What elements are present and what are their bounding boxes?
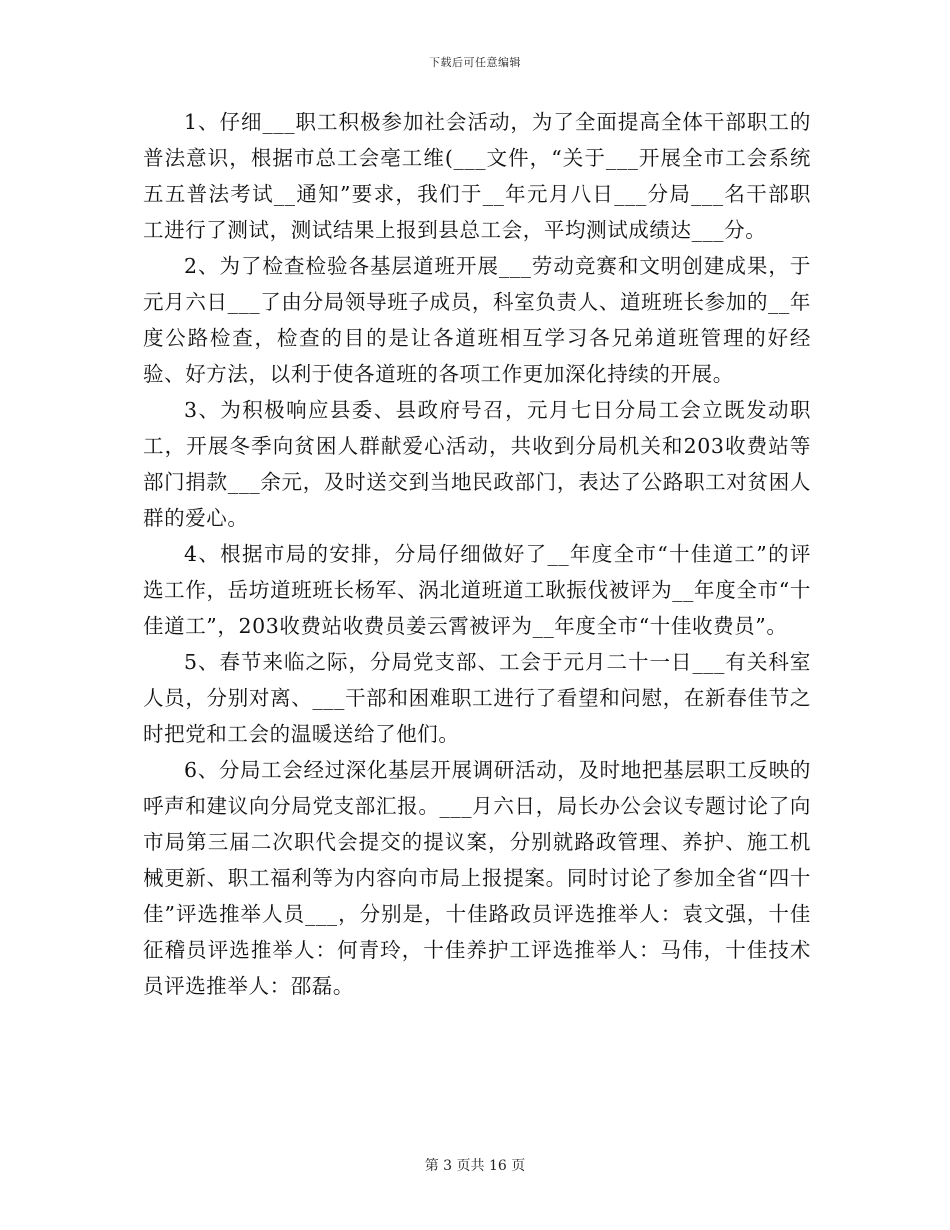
paragraph-1: 1、仔细___职工积极参加社会活动，为了全面提高全体干部职工的普法意识，根据市总工会亳工维(___文件，“关于___开展全市工会系统五五普法考试__通知”要求，我们于__年元月八日___分局___名干部职工进行了测试，测试结果上报到县总工会，平均测试成绩达___分。	[143, 110, 811, 242]
paragraph-5: 5、春节来临之际，分局党支部、工会于元月二十一日___有关科室人员，分别对离、___干部和困难职工进行了看望和问慰，在新春佳节之时把党和工会的温暖送给了他们。	[143, 650, 811, 746]
document-body	[143, 104, 811, 1004]
page-footer: 第 3 页共 16 页	[424, 1158, 526, 1174]
paragraph-4: 4、根据市局的安排，分局仔细做好了__年度全市“十佳道工”的评选工作，岳坊道班班长杨军、涡北道班道工耿振伐被评为__年度全市“十佳道工”，203收费站收费员姜云霄被评为__年度全市“十佳收费员”。	[143, 542, 811, 638]
page-header: 下载后可任意编辑	[429, 56, 521, 69]
paragraph-2: 2、为了检查检验各基层道班开展___劳动竞赛和文明创建成果，于元月六日___了由分局领导班子成员，科室负责人、道班班长参加的__年度公路检查，检查的目的是让各道班相互学习各兄弟道班管理的好经验、好方法，以利于使各道班的各项工作更加深化持续的开展。	[143, 254, 811, 386]
paragraph-3: 3、为积极响应县委、县政府号召，元月七日分局工会立既发动职工，开展冬季向贫困人群献爱心活动，共收到分局机关和203收费站等部门捐款___余元，及时送交到当地民政部门，表达了公路职工对贫困人群的爱心。	[143, 398, 811, 530]
paragraph-6: 6、分局工会经过深化基层开展调研活动，及时地把基层职工反映的呼声和建议向分局党支部汇报。___月六日，局长办公会议专题讨论了向市局第三届二次职代会提交的提议案，分别就路政管理、养护、施工机械更新、职工福利等为内容向市局上报提案。同时讨论了参加全省“四十佳”评选推举人员___，分别是，十佳路政员评选推举人：袁文强，十佳征稽员评选推举人：何青玲，十佳养护工评选推举人：马伟，十佳技术员评选推举人：邵磊。	[143, 758, 811, 998]
